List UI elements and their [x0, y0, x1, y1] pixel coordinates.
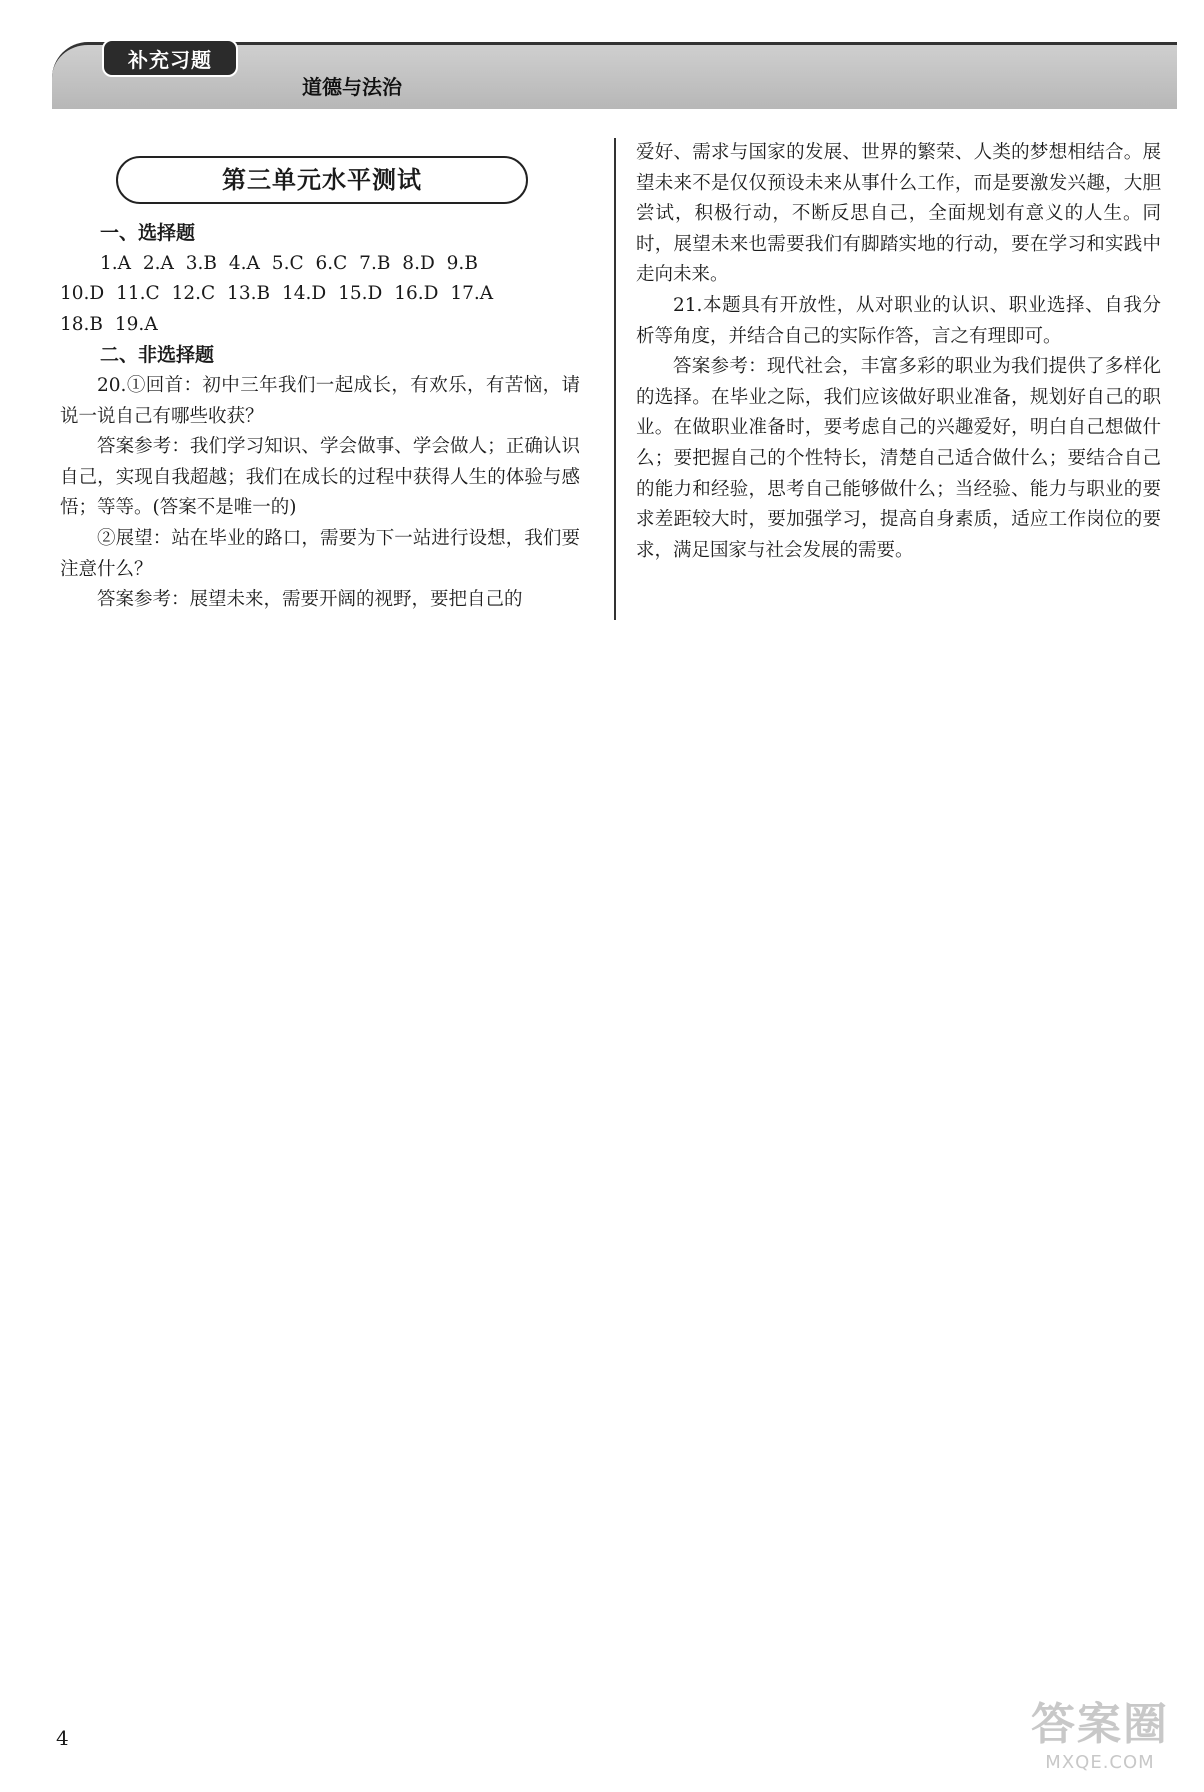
answer-20-2-continued: 爱好、需求与国家的发展、世界的繁荣、人类的梦想相结合。展望未来不是仅仅预设未来从事什么工作，而是要激发兴趣，大胆尝试，积极行动，不断反思自己，全面规划有意义的人生。同时，展望未来也需要我们有脚踏实地的行动，要在学习和实践中走向未来。 — [636, 142, 1161, 286]
page-number: 4 — [56, 1726, 69, 1750]
watermark-main-text: 答案圈 — [1031, 1699, 1169, 1750]
column-divider — [614, 138, 616, 620]
page-header — [52, 42, 1177, 109]
left-column — [60, 138, 580, 616]
header-tab-label: 补充习题 — [102, 39, 238, 77]
header-subject: 道德与法治 — [302, 75, 402, 99]
section-title-nonchoice: 二、非选择题 — [100, 344, 215, 367]
question-20-1: 20.①回首：初中三年我们一起成长，有欢乐，有苦恼，请说一说自己有哪些收获？ — [60, 374, 580, 427]
watermark-sub-text: MXQE.COM — [1045, 1752, 1155, 1773]
answer-20-2-start: 答案参考：展望未来，需要开阔的视野，要把自己的 — [97, 589, 523, 611]
section-title-choice: 一、选择题 — [100, 222, 196, 244]
answer-20-1: 答案参考：我们学习知识、学会做事、学会做人；正确认识自己，实现自我超越；我们在成长的过程中获得人生的体验与感悟；等等。(答案不是唯一的) — [60, 436, 580, 519]
question-21: 21.本题具有开放性，从对职业的认识、职业选择、自我分析等角度，并结合自己的实际作答，言之有理即可。 — [636, 294, 1161, 347]
question-20-2: ②展望：站在毕业的路口，需要为下一站进行设想，我们要注意什么？ — [60, 527, 580, 580]
unit-title: 第三单元水平测试 — [116, 156, 528, 204]
answer-21: 答案参考：现代社会，丰富多彩的职业为我们提供了多样化的选择。在毕业之际，我们应该做好职业准备，规划好自己的职业。在做职业准备时，要考虑自己的兴趣爱好，明白自己想做什么；要把握自己的个性特长，清楚自己适合做什么；要结合自己的能力和经验，思考自己能够做什么；当经验、能力与职业的要求差距较大时，要加强学习，提高自身素质，适应工作岗位的要求，满足国家与社会发展的需要。 — [636, 356, 1161, 561]
choice-answers-line-3: 18.B 19.A — [60, 313, 158, 335]
choice-answers-line-2: 10.D 11.C 12.C 13.B 14.D 15.D 16.D 17.A — [60, 283, 494, 305]
right-column — [636, 138, 1161, 566]
choice-answers-line-1: 1.A 2.A 3.B 4.A 5.C 6.C 7.B 8.D 9.B — [100, 252, 478, 274]
watermark-logo — [1020, 1698, 1180, 1782]
